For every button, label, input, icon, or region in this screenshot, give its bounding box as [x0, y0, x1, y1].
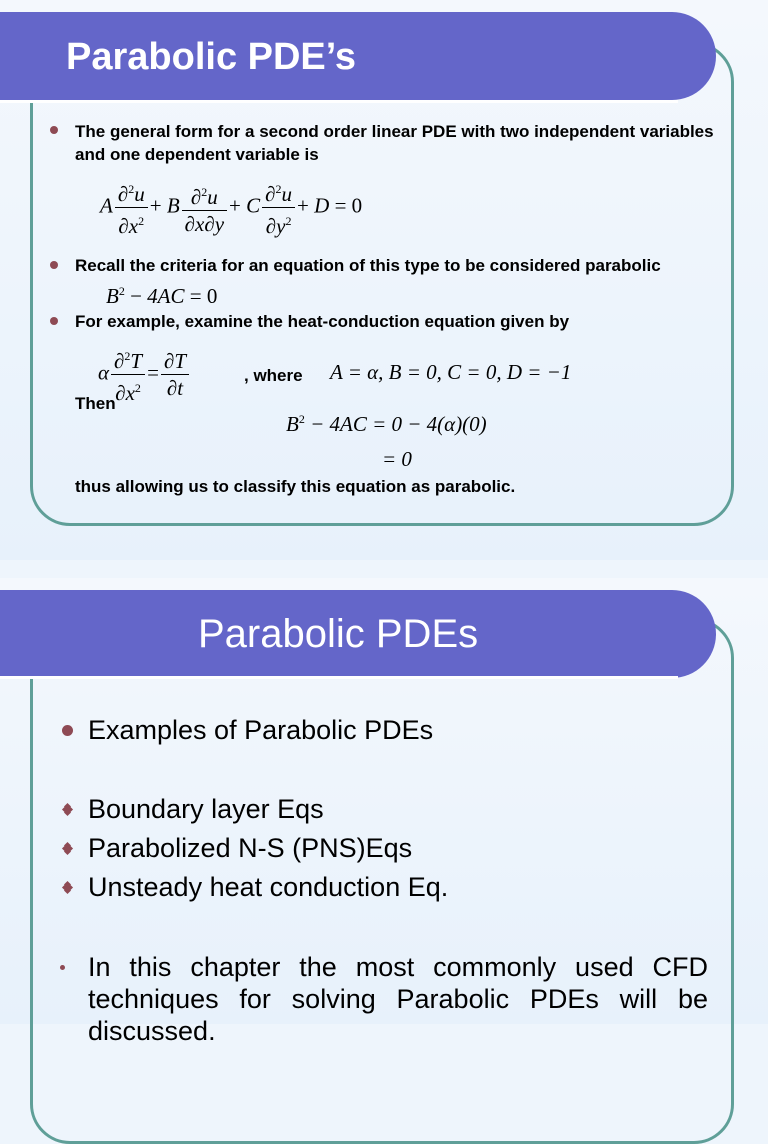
bullet-dot — [50, 261, 58, 269]
then-label: Then — [75, 394, 116, 413]
equation-general-pde: A $\frac{\partial^2u}{\partial x^2}$ + B $\frac{\partial^2u}{\partial x\partial y}$ + C $\frac{\partial^2u}{\partial y^2}$ + D = 0 — [100, 176, 362, 239]
diamond-bullet-icon — [63, 882, 72, 891]
slide-title: Parabolic PDE’s — [66, 36, 357, 78]
equation-result: = 0 — [382, 447, 412, 471]
equation-heat-conduction: α $\frac{\partial^2T}{\partial x^2}$ = $\frac{\partial T}{\partial t}$ — [98, 343, 191, 406]
example-item: Unsteady heat conduction Eq. — [88, 872, 449, 902]
slide-parabolic-pdes-general — [0, 0, 768, 560]
bullet-dot — [50, 126, 58, 134]
expand-text: − 4AC = 0 − 4(α)(0) — [310, 412, 487, 436]
equation-coefficients: A = α, B = 0, C = 0, D = −1 — [330, 360, 572, 384]
title-underline — [0, 100, 678, 103]
bullet-recall-criteria: Recall the criteria for an equation of this type to be considered parabolic — [75, 256, 661, 275]
bullet-dot — [50, 317, 58, 325]
diamond-bullet-icon — [63, 804, 72, 813]
title-underline — [0, 676, 678, 679]
where-label: , where — [244, 366, 303, 385]
bullet-dot — [62, 725, 73, 736]
equation-expand: $B^2 - 4AC = 0 - 4(\alpha)(0)$ — [286, 412, 487, 436]
equation-parabolic-criteria: $B^2 - 4AC = 0$ — [106, 284, 218, 308]
bullet-general-form: The general form for a second order linear PDE with two independent variables and one dependent variable is — [75, 122, 714, 164]
example-item: Parabolized N-S (PNS)Eqs — [88, 833, 413, 863]
example-item: Boundary layer Eqs — [88, 794, 324, 824]
bullet-small-dot — [60, 965, 65, 970]
slide-parabolic-pdes-examples — [0, 578, 768, 1046]
conclusion-text: thus allowing us to classify this equation as parabolic. — [75, 477, 516, 496]
diamond-bullet-icon — [63, 843, 72, 852]
chapter-note: In this chapter the most commonly used CFD techniques for solving Parabolic PDEs will be discussed. — [88, 952, 708, 1046]
bullet-heat-example: For example, examine the heat-conduction equation given by — [75, 312, 570, 331]
examples-heading: Examples of Parabolic PDEs — [88, 715, 434, 745]
slide-title: Parabolic PDEs — [198, 612, 479, 656]
criteria-rhs: = 0 — [189, 284, 218, 308]
